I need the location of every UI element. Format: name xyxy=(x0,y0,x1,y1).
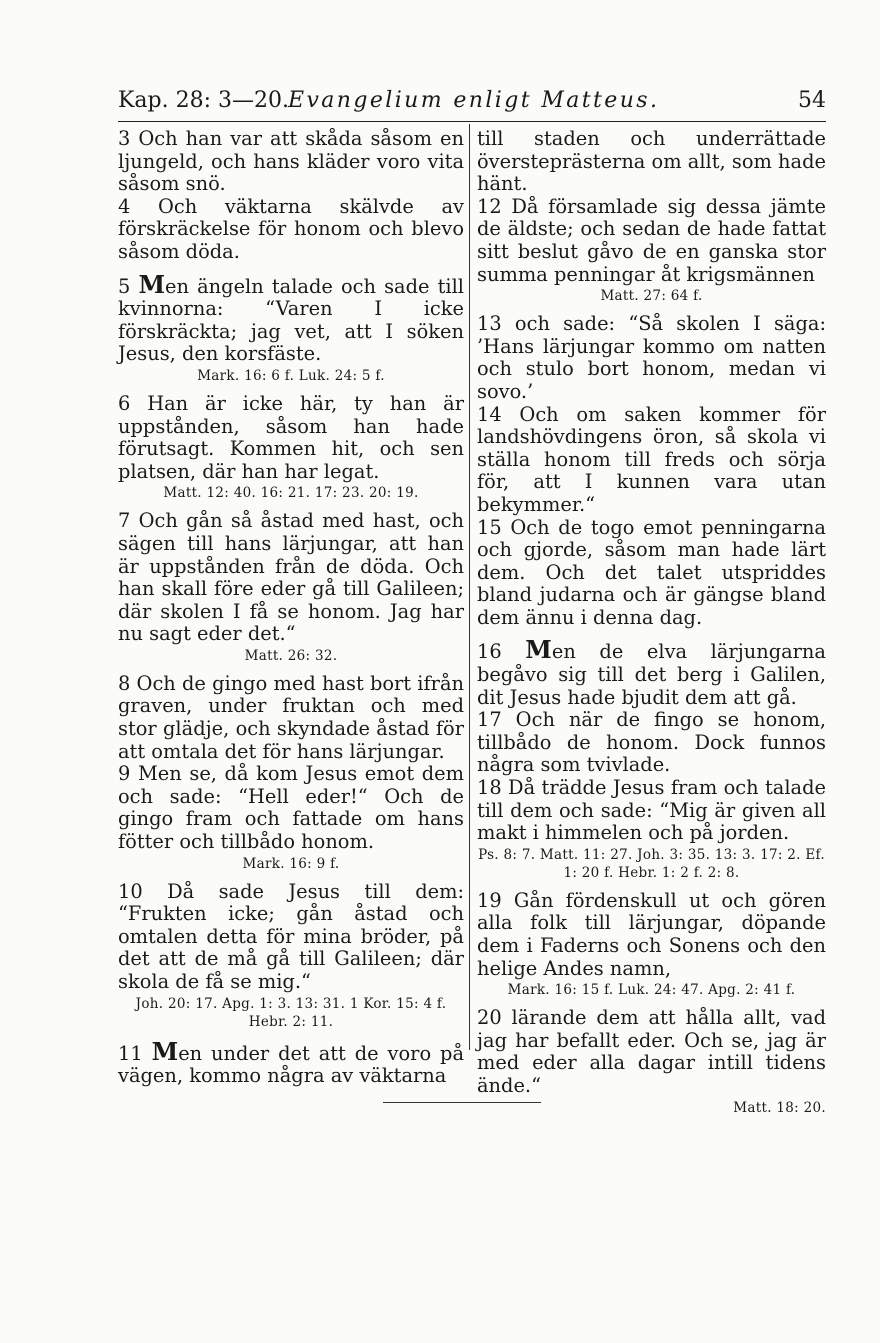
verse: till staden och underrättade översteprästerna om allt, som hade hänt. xyxy=(477,127,826,196)
header-rule xyxy=(118,121,826,122)
book-title: Evangelium enligt Matteus. xyxy=(288,88,660,113)
verse: 17 Och när de fingo se honom, tillbådo de honom. Dock funnos några som tvivlade. xyxy=(477,708,826,777)
verse-text: en de elva lärjungarna begåvo sig till det berg i Galilen, dit Jesus hade bjudit dem att gå. xyxy=(477,640,826,709)
end-rule xyxy=(383,1102,541,1103)
initial-capital: M xyxy=(138,269,166,299)
initial-capital: M xyxy=(525,635,552,665)
running-header xyxy=(118,86,826,120)
verse-number: 11 xyxy=(118,1041,143,1065)
verse-paragraph xyxy=(477,635,826,709)
verse: 3 Och han var att skåda såsom en ljungeld, och hans kläder voro vita såsom snö. xyxy=(118,127,464,196)
verse: 20 lärande dem att hålla allt, vad jag har befallt eder. Och se, jag är med eder alla dagar intill tidens ände.“ xyxy=(477,1006,826,1097)
verse: 19 Gån fördenskull ut och gören alla folk till lärjungar, döpande dem i Faderns och Sonens och den helige Andes namn, xyxy=(477,888,826,980)
initial-capital: M xyxy=(151,1036,179,1066)
page-number: 54 xyxy=(798,88,826,113)
cross-reference: Mark. 16: 6 f. Luk. 24: 5 f. xyxy=(197,367,385,384)
cross-reference: Joh. 20: 17. Apg. 1: 3. 13: 31. 1 Kor. 15: 4 f. Hebr. 2: 11. xyxy=(135,995,447,1030)
verse-number: 5 xyxy=(118,274,131,298)
verse-text: en ängeln talade och sade till kvinnorna: “Varen I icke förskräckta; jag vet, att I söken Jesus, den korsfäste. xyxy=(118,274,464,366)
verse: 12 Då församlade sig dessa jämte de äldste; och sedan de hade fattat sitt beslut gåvo de en ganska stor summa penningar åt krigsmännen xyxy=(477,194,826,286)
verse-text: en under det att de voro på vägen, kommo några av väktarna xyxy=(118,1041,464,1088)
cross-reference: Matt. 12: 40. 16: 21. 17: 23. 20: 19. xyxy=(163,485,419,502)
verse: 15 Och de togo emot penningarna och gjorde, såsom man hade lärt dem. Och det talet utspriddes bland judarna och är gängse bland dem ännu i denna dag. xyxy=(477,515,826,629)
chapter-reference: Kap. 28: 3—20. xyxy=(118,88,290,113)
left-column xyxy=(118,128,464,1088)
verse: 7 Och gån så åstad med hast, och sägen till hans lärjungar, att han är uppstånden från de döda. Och han skall före eder gå till Galileen; där skolen I få se honom. Jag har nu sagt eder det.“ xyxy=(118,509,464,646)
verse: 13 och sade: “Så skolen I säga: ’Hans lärjungar kommo om natten och stulo bort honom, medan vi sovo.’ xyxy=(477,312,826,403)
verse: 10 Då sade Jesus till dem: “Frukten icke; gån åstad och omtalen detta för mina bröder, på det att de må gå till Galileen; där skola de få se mig.“ xyxy=(118,879,464,993)
verse: 4 Och väktarna skälvde av förskräckelse för honom och blevo såsom döda. xyxy=(118,194,464,263)
cross-reference: Ps. 8: 7. Matt. 11: 27. Joh. 3: 35. 13: 3. 17: 2. Ef. 1: 20 f. Hebr. 1: 2 f. 2: 8. xyxy=(478,846,825,881)
verse-paragraph xyxy=(118,269,464,366)
cross-reference: Matt. 26: 32. xyxy=(244,647,338,664)
verse-paragraph xyxy=(118,1036,464,1088)
column-divider xyxy=(469,124,470,1050)
cross-reference: Matt. 18: 20. xyxy=(733,1099,826,1116)
verse: 18 Då trädde Jesus fram och talade till dem och sade: “Mig är given all makt i himmelen och på jorden. xyxy=(477,776,826,845)
cross-reference: Matt. 27: 64 f. xyxy=(600,288,703,305)
verse: 8 Och de gingo med hast bort ifrån graven, under fruktan och med stor glädje, och skyndade åstad för att omtala det för hans lärjungar. xyxy=(118,671,464,763)
right-column xyxy=(477,128,826,1125)
cross-reference: Mark. 16: 9 f. xyxy=(242,855,340,872)
verse: 9 Men se, då kom Jesus emot dem och sade: “Hell eder!“ Och de gingo fram och fattade om hans fötter och tillbådo honom. xyxy=(118,762,464,854)
cross-reference: Mark. 16: 15 f. Luk. 24: 47. Apg. 2: 41 f. xyxy=(507,982,796,999)
verse-number: 16 xyxy=(477,640,502,664)
verse: 6 Han är icke här, ty han är uppstånden, såsom han hade förutsagt. Kommen hit, och sen platsen, där han har legat. xyxy=(118,391,464,483)
verse: 14 Och om saken kommer för landshövdingens öron, så skola vi ställa honom till freds och sörja för, att I kunnen vara utan bekymmer.“ xyxy=(477,402,826,516)
